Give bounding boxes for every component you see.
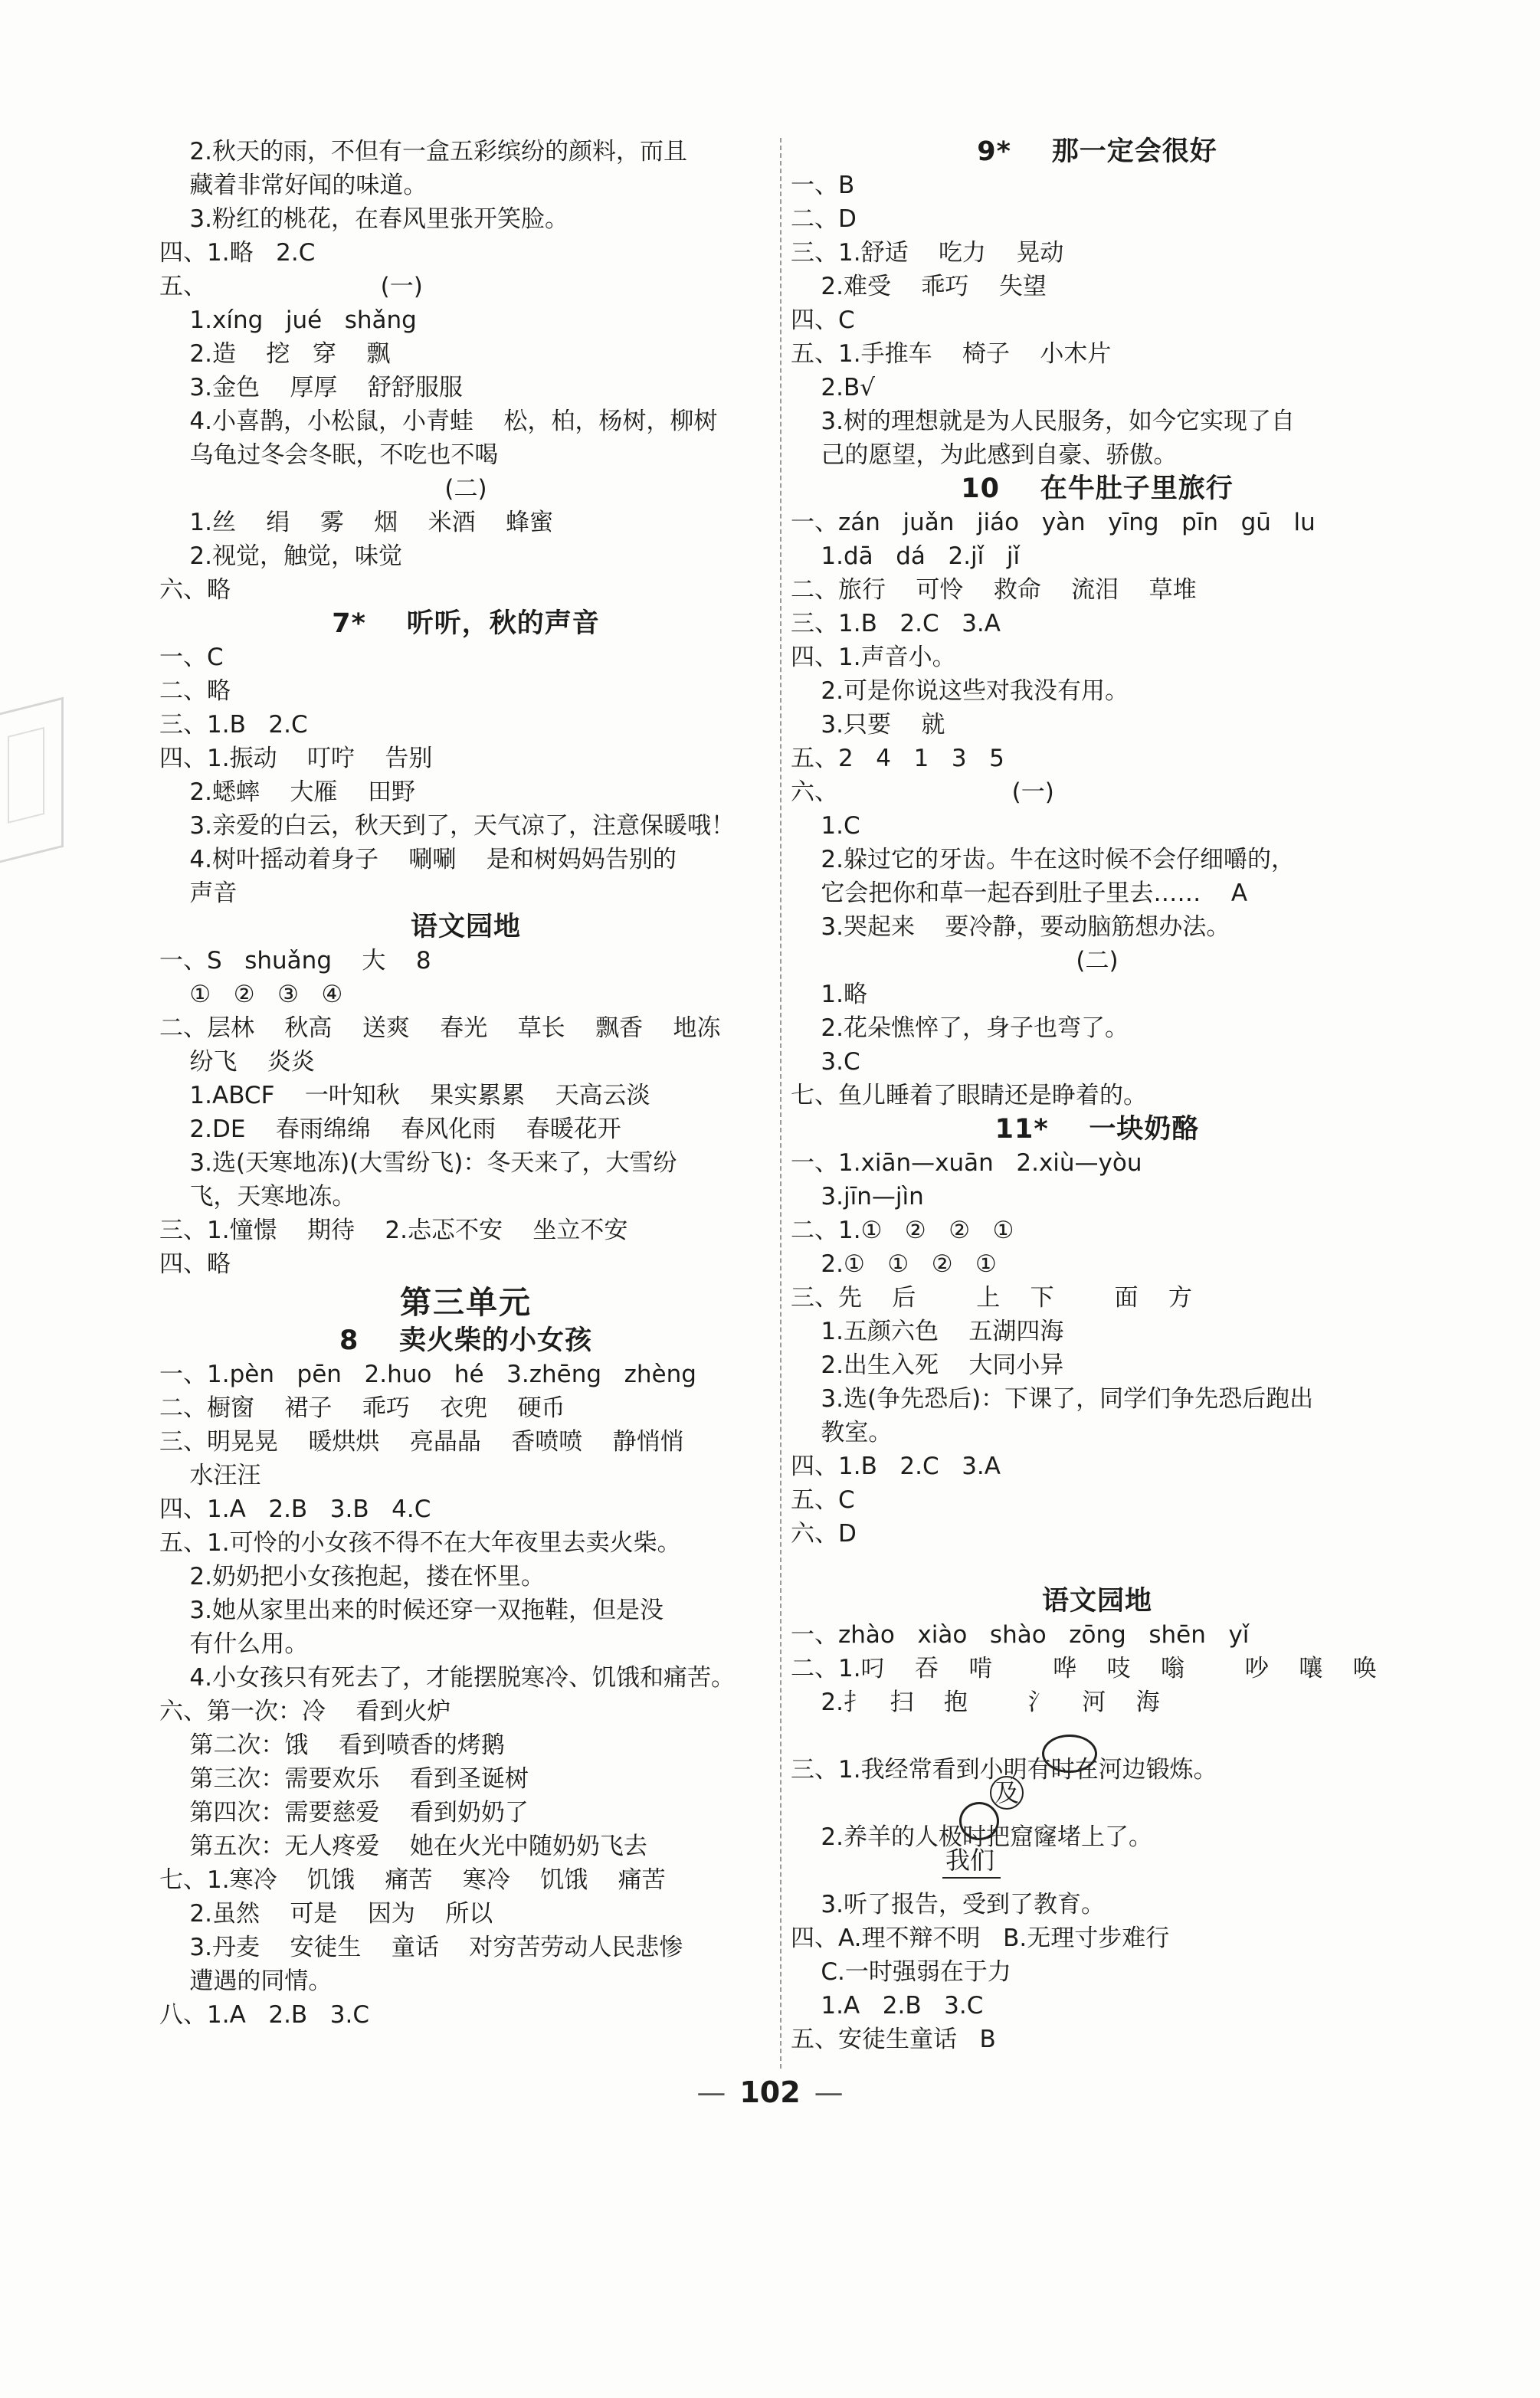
answer-line: 三、1.B 2.C [159, 711, 308, 739]
answer-line: 第五次：无人疼爱 她在火光中随奶奶飞去 [159, 1833, 647, 1860]
column-divider [780, 138, 781, 2069]
answer-line: 3.选(争先恐后)：下课了，同学们争先恐后跑出 [791, 1385, 1314, 1413]
answer-line: 七、1.寒冷 饥饿 痛苦 寒冷 饥饿 痛苦 [159, 1866, 666, 1894]
page-number: 102 [739, 2075, 801, 2109]
answer-line: 2.奶奶把小女孩抱起，搂在怀里。 [159, 1563, 545, 1590]
answer-line: 2.秋天的雨，不但有一盒五彩缤纷的颜料，而且 [159, 138, 687, 165]
answer-line: 三、1.我经常看到小明有时在河边锻炼。 [791, 1756, 1217, 1784]
answer-line: 二、旅行 可怜 救命 流泪 草堆 [791, 576, 1197, 604]
answer-line: 2.① ① ② ① [791, 1250, 997, 1278]
answer-line: 有什么用。 [159, 1630, 309, 1658]
section-heading: 8 卖火柴的小女孩 [339, 1325, 593, 1356]
answer-line: 二、层林 秋高 送爽 春光 草长 飘香 地冻 [159, 1014, 721, 1042]
answer-line: 1.ABCF 一叶知秋 果实累累 天高云淡 [159, 1082, 650, 1109]
answer-line: 一、1.pèn pēn 2.huo hé 3.zhēng zhèng [159, 1361, 696, 1388]
insert-women-text: 我们 [945, 1846, 995, 1875]
answer-line: 五、安徒生童话 B [791, 2026, 996, 2053]
answer-line: 三、明晃晃 暖烘烘 亮晶晶 香喷喷 静悄悄 [159, 1428, 684, 1456]
answer-line [791, 1551, 1404, 1584]
answer-line: 2.DE 春雨绵绵 春风化雨 春暖花开 [159, 1115, 621, 1143]
answer-line: 3.亲爱的白云，秋天到了，天气凉了，注意保暖哦！ [159, 812, 735, 840]
answer-line: 四、1.B 2.C 3.A [791, 1453, 1001, 1480]
unit-heading: 第三单元 [400, 1284, 532, 1321]
insert-ji-text: 及 [994, 1778, 1019, 1807]
answer-line: 四、1.声音小。 [791, 644, 956, 671]
answer-line: 2.养羊的人极时把窟窿堵上了。 [791, 1823, 1152, 1851]
answer-line: 水汪汪 [159, 1462, 261, 1489]
answer-line: 2.视觉，触觉，味觉 [159, 542, 402, 570]
answer-line: 2.扌 扫 抱 氵 河 海 [791, 1689, 1160, 1716]
answer-line: 3.粉红的桃花，在春风里张开笑脸。 [159, 205, 568, 233]
answer-line: 一、1.xiān—xuān 2.xiù—yòu [791, 1149, 1142, 1177]
answer-line: 四、1.略 2.C [159, 239, 316, 267]
answer-line: 3.她从家里出来的时候还穿一双拖鞋，但是没 [159, 1597, 664, 1624]
answer-line: C.一时强弱在于力 [791, 1958, 1011, 1986]
answer-line [791, 1787, 1404, 1820]
answer-line: 1.五颜六色 五湖四海 [791, 1318, 1064, 1345]
answer-line: 五、1.手推车 椅子 小木片 [791, 340, 1112, 368]
answer-line: 4.树叶摇动着身子 唰唰 是和树妈妈告别的 [159, 846, 677, 873]
answer-line: 四、C [791, 306, 855, 334]
scan-stamp-inner [8, 727, 44, 824]
answer-line: 3.哭起来 要冷静，要动脑筋想办法。 [791, 913, 1230, 941]
insert-ji-mark [990, 1776, 1024, 1810]
answer-line: 3.丹麦 安徒生 童话 对穷苦劳动人民悲惨 [159, 1934, 683, 1961]
answer-line: 己的愿望，为此感到自豪、骄傲。 [791, 441, 1178, 469]
answer-line: 1.dā dá 2.jǐ jǐ [791, 542, 1021, 570]
section-heading: 10 在牛肚子里旅行 [961, 473, 1234, 504]
answer-line: 一、S shuǎng 大 8 [159, 947, 431, 975]
section-heading: 9* 那一定会很好 [977, 136, 1217, 167]
answer-line [791, 1854, 1404, 1888]
section-heading: 7* 听听，秋的声音 [332, 608, 600, 639]
answer-line: 三、1.B 2.C 3.A [791, 610, 1001, 637]
circled-word-youshi [1042, 1735, 1097, 1773]
answer-line: 一、B [791, 172, 855, 199]
footer-dash-left: — [696, 2075, 726, 2109]
answer-line: 2.难受 乖巧 失望 [791, 273, 1047, 300]
answer-line: 一、zhào xiào shào zōng shēn yǐ [791, 1621, 1250, 1649]
answer-line: 3.选(天寒地冻)(大雪纷飞)：冬天来了，大雪纷 [159, 1149, 677, 1177]
answer-line: 四、略 [159, 1250, 231, 1278]
answer-line: 五、 (一) [159, 273, 423, 300]
answer-line: 三、先 后 上 下 面 方 [791, 1284, 1192, 1312]
answer-line: 1.丝 绢 雾 烟 米酒 蜂蜜 [159, 509, 554, 536]
scan-stamp-decoration [0, 697, 64, 863]
insert-women-underline [942, 1877, 1001, 1879]
answer-line: 二、1.叼 吞 啃 哗 吱 嗡 吵 嚷 唤 [791, 1655, 1377, 1682]
answer-line: 飞，天寒地冻。 [159, 1183, 356, 1210]
answer-line: 它会把你和草一起吞到肚子里去…… A [791, 880, 1248, 907]
answer-line: 五、1.可怜的小女孩不得不在大年夜里去卖火柴。 [159, 1529, 681, 1557]
answer-line: 声音 [159, 880, 238, 907]
answer-line: 三、1.舒适 吃力 晃动 [791, 239, 1064, 267]
answer-line: 一、zán juǎn jiáo yàn yīng pīn gū lu [791, 509, 1316, 536]
answer-line: ① ② ③ ④ [159, 981, 343, 1008]
answer-line: 第二次：饿 看到喷香的烤鹅 [159, 1731, 505, 1759]
answer-line: 1.A 2.B 3.C [791, 1992, 984, 2020]
answer-line: 纷飞 炎炎 [159, 1048, 315, 1076]
answer-line: 2.可是你说这些对我没有用。 [791, 677, 1129, 705]
section-heading: 11* 一块奶酪 [994, 1114, 1200, 1145]
answer-line: 4.小喜鹊，小松鼠，小青蛙 松，柏，杨树，柳树 [159, 408, 718, 435]
answer-line: 2.出生入死 大同小异 [791, 1351, 1064, 1379]
answer-line: 五、C [791, 1486, 855, 1514]
answer-line: 五、2 4 1 3 5 [791, 745, 1004, 772]
answer-line: 第四次：需要慈爱 看到奶奶了 [159, 1799, 529, 1826]
answer-line: 3.听了报告，受到了教育。 [791, 1891, 1105, 1918]
answer-line: 一、C [159, 644, 224, 671]
answer-line: 2.蟋蟀 大雁 田野 [159, 778, 415, 806]
answer-line: 六、略 [159, 576, 231, 604]
answer-line: 藏着非常好闻的味道。 [159, 172, 428, 199]
answer-line: 2.虽然 可是 因为 所以 [159, 1900, 493, 1928]
answer-line: 四、1.振动 叮咛 告别 [159, 745, 433, 772]
right-answer-column [791, 135, 1404, 2056]
page-number-footer [0, 2073, 1540, 2111]
answer-line: 七、鱼儿睡着了眼睛还是睁着的。 [791, 1082, 1147, 1109]
answer-line: 二、橱窗 裙子 乖巧 衣兜 硬币 [159, 1394, 565, 1422]
answer-line: 乌龟过冬会冬眠，不吃也不喝 [159, 441, 499, 469]
section-heading: 语文园地 [1041, 1586, 1152, 1617]
answer-line: 3.金色 厚厚 舒舒服服 [159, 374, 463, 401]
answer-line: 1.C [791, 812, 860, 840]
answer-line: 1.略 [791, 981, 867, 1008]
footer-dash-right: — [814, 2075, 844, 2109]
answer-line: 4.小女孩只有死去了，才能摆脱寒冷、饥饿和痛苦。 [159, 1664, 735, 1692]
section-heading: 语文园地 [410, 912, 521, 942]
insert-women-mark [945, 1845, 994, 1875]
answer-line: 3.jīn—jìn [791, 1183, 924, 1210]
answer-line: 三、1.憧憬 期待 2.忐忑不安 坐立不安 [159, 1217, 628, 1244]
sub-heading: (二) [444, 475, 487, 503]
answer-line: 3.C [791, 1048, 860, 1076]
answer-line: 二、1.① ② ② ① [791, 1217, 1014, 1244]
answer-line: 2.造 挖 穿 飘 [159, 340, 391, 368]
answer-line: 四、A.理不辩不明 B.无理寸步难行 [791, 1925, 1170, 1952]
answer-line: 六、D [791, 1520, 857, 1548]
answer-line: 第三次：需要欢乐 看到圣诞树 [159, 1765, 529, 1793]
answer-line: 六、 (一) [791, 778, 1054, 806]
answer-line: 四、1.A 2.B 3.B 4.C [159, 1495, 431, 1523]
sub-heading: (二) [1076, 947, 1119, 975]
left-answer-column [159, 135, 772, 2032]
answer-line: 1.xíng jué shǎng [159, 306, 417, 334]
answer-line: 六、第一次：冷 看到火炉 [159, 1698, 451, 1725]
answer-line: 二、D [791, 205, 857, 233]
answer-line: 3.树的理想就是为人民服务，如今它实现了自 [791, 408, 1295, 435]
circled-word-ji [959, 1802, 999, 1840]
answer-line [791, 1719, 1404, 1753]
answer-line: 3.只要 就 [791, 711, 945, 739]
answer-line: 八、1.A 2.B 3.C [159, 2001, 369, 2029]
answer-line: 教室。 [791, 1419, 893, 1446]
answer-line: 2.躲过它的牙齿。牛在这时候不会仔细嚼的， [791, 846, 1295, 873]
answer-line: 2.B√ [791, 374, 876, 401]
answer-line: 2.花朵憔悴了，身子也弯了。 [791, 1014, 1129, 1042]
answer-line: 遭遇的同情。 [159, 1967, 333, 1995]
answer-line: 二、略 [159, 677, 231, 705]
